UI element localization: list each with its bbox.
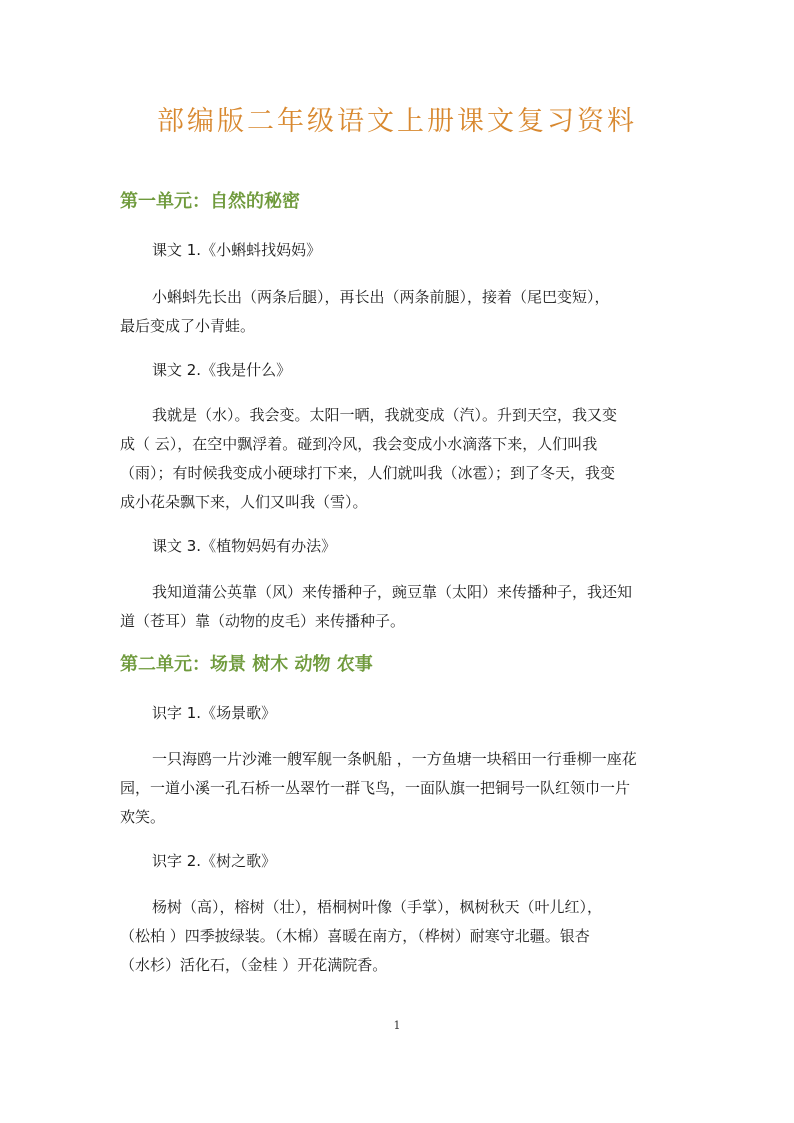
document-title: 部编版二年级语文上册课文复习资料: [157, 106, 637, 137]
paragraph-line: 成小花朵飘下来，人们又叫我（雪）。: [120, 493, 368, 511]
paragraph-line: 欢笑。: [120, 808, 166, 826]
unit-heading-2: 第二单元：场景 树木 动物 农事: [120, 654, 373, 675]
lesson-paragraph-4: [120, 745, 668, 832]
lesson-title-5: 识字 2.《树之歌》: [152, 852, 277, 870]
paragraph-line: 最后变成了小青蛙。: [120, 317, 256, 335]
unit-heading-1: 第一单元：自然的秘密: [120, 191, 300, 212]
paragraph-line: 我就是（水）。我会变。太阳一晒，我就变成（汽）。升到天空，我又变: [152, 406, 618, 424]
paragraph-line: 杨树（高），榕树（壮），梧桐树叶像（手掌），枫树秋天（叶儿红），: [152, 898, 603, 916]
lesson-paragraph-3: [120, 578, 668, 636]
page-number: 1: [393, 1019, 401, 1032]
lesson-title-2: 课文 2.《我是什么》: [152, 361, 292, 379]
paragraph-line: 园，一道小溪一孔石桥一丛翠竹一群飞鸟，一面队旗一把铜号一队红领巾一片: [120, 779, 631, 797]
paragraph-line: 道（苍耳）靠（动物的皮毛）来传播种子。: [120, 612, 406, 630]
paragraph-line: 一只海鸥一片沙滩一艘军舰一条帆船 ，一方鱼塘一块稻田一行垂柳一座花: [152, 750, 637, 768]
lesson-paragraph-1: [120, 283, 668, 341]
lesson-paragraph-5: [120, 893, 668, 980]
paragraph-line: 我知道蒲公英靠（风）来传播种子，豌豆靠（太阳）来传播种子，我还知: [152, 583, 633, 601]
paragraph-line: 小蝌蚪先长出（两条后腿），再长出（两条前腿），接着（尾巴变短），: [152, 288, 610, 306]
lesson-paragraph-2: [120, 401, 668, 517]
lesson-title-1: 课文 1.《小蝌蚪找妈妈》: [152, 241, 322, 259]
paragraph-line: （松柏 ）四季披绿装。（木棉）喜暖在南方，（桦树）耐寒守北疆。银杏: [120, 927, 590, 945]
paragraph-line: （水杉）活化石，（金桂 ）开花满院香。: [120, 956, 388, 974]
lesson-title-4: 识字 1.《场景歌》: [152, 704, 277, 722]
lesson-title-3: 课文 3.《植物妈妈有办法》: [152, 537, 337, 555]
paragraph-line: （雨）；有时候我变成小硬球打下来，人们就叫我（冰雹）；到了冬天，我变: [120, 464, 616, 482]
paragraph-line: 成（ 云），在空中飘浮着。碰到冷风，我会变成小水滴落下来，人们叫我: [120, 435, 598, 453]
